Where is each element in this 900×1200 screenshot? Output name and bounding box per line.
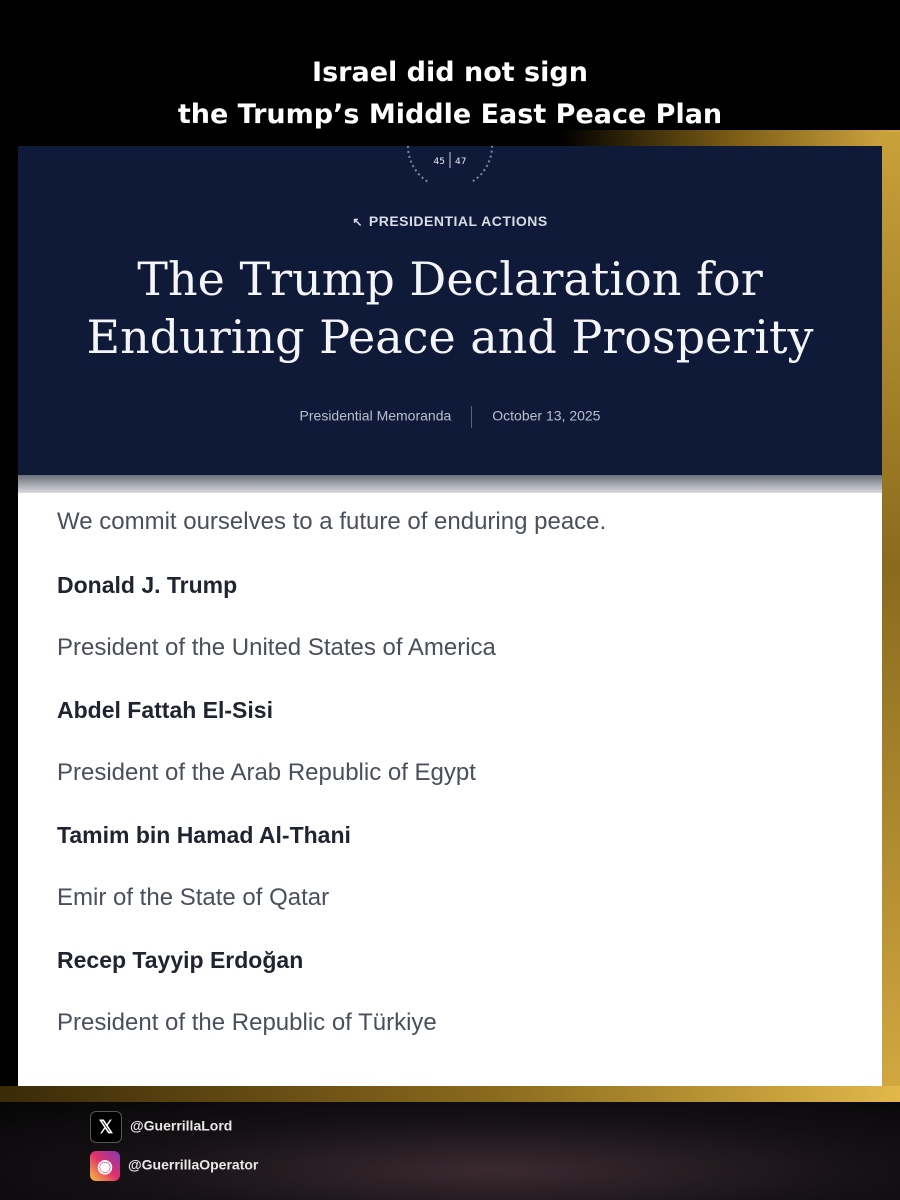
meta-divider — [471, 406, 472, 428]
headline — [0, 52, 900, 136]
gold-frame-bottom — [0, 1086, 900, 1102]
instagram-handle: @GuerrillaOperator — [128, 1156, 259, 1173]
signatory-name: Abdel Fattah El-Sisi — [57, 697, 273, 723]
x-social-link[interactable] — [90, 1111, 232, 1143]
article-meta — [0, 406, 900, 428]
category-link[interactable]: Presidential Memoranda — [299, 407, 452, 424]
instagram-social-link[interactable] — [90, 1151, 258, 1181]
publish-date: October 13, 2025 — [492, 407, 601, 424]
signatory-title: Emir of the State of Qatar — [57, 884, 330, 911]
headline-line-2: the Trump’s Middle East Peace Plan — [177, 99, 723, 130]
x-handle: @GuerrillaLord — [130, 1117, 233, 1134]
presidential-seal-icon — [404, 146, 496, 182]
signatory-title: President of the Arab Republic of Egypt — [57, 759, 476, 786]
intro-text: We commit ourselves to a future of enduring peace. — [57, 508, 607, 535]
title-line-2: Enduring Peace and Prosperity — [86, 310, 814, 364]
arrow-up-left-icon: ↖ — [352, 215, 363, 229]
signatory-title: President of the Republic of Türkiye — [57, 1009, 437, 1036]
signatory-name: Tamim bin Hamad Al-Thani — [57, 822, 351, 848]
x-logo-icon: 𝕏 — [90, 1111, 122, 1143]
kicker-label: PRESIDENTIAL ACTIONS — [368, 213, 548, 229]
gold-frame-top — [560, 130, 900, 146]
signatory-title: President of the United States of America — [57, 634, 496, 661]
page-title — [0, 250, 900, 366]
screenshot-seam — [18, 475, 882, 493]
signatory-name: Donald J. Trump — [57, 572, 238, 598]
seal-number-45: 45 — [433, 157, 445, 167]
instagram-logo-icon: ◉ — [90, 1151, 120, 1181]
presidential-actions-link[interactable] — [0, 213, 900, 229]
signatory-name: Recep Tayyip Erdoğan — [57, 947, 304, 973]
seal-number-47: 47 — [455, 157, 467, 167]
headline-line-1: Israel did not sign — [312, 57, 588, 88]
title-line-1: The Trump Declaration for — [137, 252, 763, 306]
